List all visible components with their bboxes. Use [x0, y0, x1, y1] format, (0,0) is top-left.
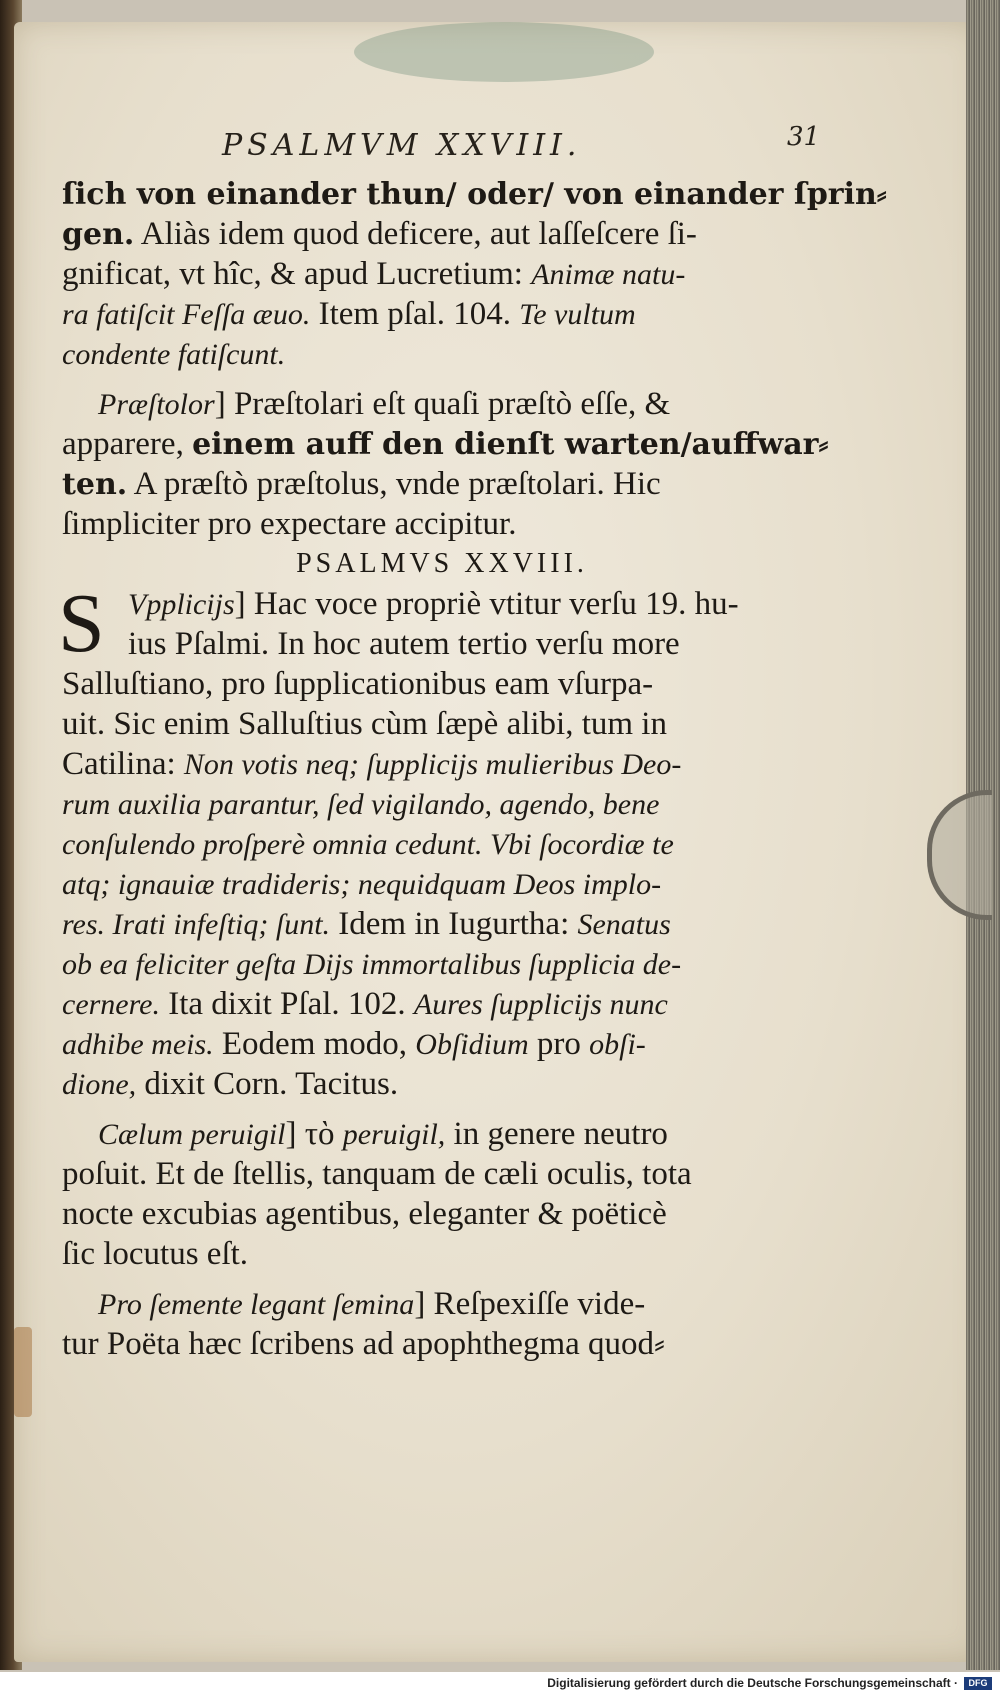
roman-text: Aliàs idem quod deficere, aut laſſeſcere ſi- [134, 216, 697, 252]
running-head [62, 122, 822, 172]
text-line [62, 1194, 822, 1234]
roman-text: ius Pſalmi. In hoc autem tertio verſu more [128, 626, 680, 662]
italic-text: ra fatiſcit Feſſa æuo. [62, 298, 311, 331]
italic-text: Obſidium [415, 1028, 529, 1061]
text-line [62, 504, 822, 544]
text-line [62, 664, 822, 704]
roman-text: ſimpliciter pro expectare accipitur. [62, 506, 517, 542]
roman-text: gnificat, vt hîc, & apud Lucretium: [62, 256, 532, 292]
roman-text: A præſtò præſtolus, vnde præſtolari. Hic [127, 466, 661, 502]
text-lines [58, 174, 887, 1364]
page-number: 31 [787, 122, 821, 152]
italic-text: conſulendo proſperè omnia cedunt. Vbi ſocordiæ te [62, 828, 674, 861]
text-line [62, 1324, 822, 1364]
roman-text: apparere, [62, 426, 193, 462]
italic-text: dione, [62, 1068, 137, 1101]
blackletter-text: einem auff den dienſt warten/auffwar⸗ [192, 427, 829, 462]
italic-text: cernere. [62, 988, 160, 1021]
roman-text: ] Præſtolari eſt quaſi præſtò eſſe, & [214, 386, 671, 422]
text-line [62, 464, 822, 504]
italic-text: obſi- [589, 1028, 646, 1061]
italic-text: Te vultum [519, 298, 636, 331]
roman-text: pro [528, 1026, 590, 1062]
roman-text: Idem in Iugurtha: [330, 906, 578, 942]
roman-text: uit. Sic enim Salluſtius cùm ſæpè alibi, tum in [62, 706, 667, 742]
text-line [62, 294, 822, 334]
text-line [62, 1284, 822, 1324]
text-line [62, 1064, 822, 1104]
italic-text: ob ea feliciter geſta Dijs immortalibus ſupplicia de- [62, 948, 682, 981]
blackletter-text: ten. [62, 467, 128, 502]
italic-text: Animæ natu- [531, 258, 686, 291]
page-stain [14, 1327, 32, 1417]
text-line [62, 1024, 822, 1064]
text-line [62, 784, 822, 824]
text-line [62, 334, 822, 374]
text-line [62, 904, 822, 944]
roman-text: Eodem modo, [213, 1026, 416, 1062]
roman-text: Item pſal. 104. [310, 296, 520, 332]
section-heading: PSALMVS XXVIII. [296, 548, 588, 579]
italic-text: atq; ignauiæ tradideris; nequidquam Deos implo- [62, 868, 662, 901]
roman-text: dixit Corn. Tacitus. [136, 1066, 399, 1102]
text-line [62, 424, 829, 464]
lemma: Vpplicijs [128, 588, 235, 621]
text-line [62, 944, 822, 984]
drop-capital: S [58, 577, 105, 670]
roman-text: tur Poëta hæc ſcribens ad apophthegma quod⸗ [62, 1326, 666, 1362]
roman-text: Ita dixit Pſal. 102. [160, 986, 414, 1022]
italic-text: Non votis neq; ſupplicijs mulieribus Deo- [183, 748, 682, 781]
italic-text: peruigil, [342, 1118, 446, 1151]
text-line [62, 1114, 822, 1154]
text-line [62, 984, 822, 1024]
roman-text: ] Reſpexiſſe vide- [414, 1286, 646, 1322]
text-line [62, 624, 822, 664]
running-head-title: PSALMVM XXVIII. [222, 128, 582, 163]
page-stain [354, 22, 654, 82]
text-line [62, 584, 822, 624]
book-page [14, 22, 984, 1662]
funding-credit: Digitalisierung gefördert durch die Deutsche Forschungsgemeinschaft · [547, 1676, 958, 1690]
blackletter-text: ſich von einander thun/ oder/ von einander ſprin⸗ [62, 177, 887, 212]
roman-text: ] τὸ [285, 1116, 343, 1152]
roman-text: Salluſtiano, pro ſupplicationibus eam vſurpa- [62, 666, 654, 702]
text-line [62, 1154, 822, 1194]
dfg-logo-icon: DFG [964, 1677, 992, 1690]
italic-text: rum auxilia parantur, ſed vigilando, agendo, bene [62, 788, 660, 821]
text-line [62, 824, 822, 864]
italic-text: adhibe meis. [62, 1028, 214, 1061]
text-line [62, 254, 822, 294]
blackletter-text: gen. [62, 217, 135, 252]
text-line [62, 864, 822, 904]
text-line [62, 174, 887, 214]
roman-text: ] Hac voce propriè vtitur verſu 19. hu- [234, 586, 739, 622]
italic-text: Aures ſupplicijs nunc [413, 988, 668, 1021]
roman-text: nocte excubias agentibus, eleganter & poëticè [62, 1196, 667, 1232]
dropcap-paragraph [58, 577, 822, 670]
text-line [62, 214, 822, 254]
lemma: Pro ſemente legant ſemina [98, 1288, 415, 1321]
roman-text: in genere neutro [445, 1116, 668, 1152]
italic-text: condente fatiſcunt. [62, 338, 286, 371]
italic-text: Senatus [577, 908, 671, 941]
italic-text: res. Irati infeſtiq; ſunt. [62, 908, 331, 941]
roman-text: ſic locutus eſt. [62, 1236, 249, 1272]
digitization-footer [0, 1672, 1000, 1695]
text-line [62, 384, 822, 424]
text-line [62, 1234, 822, 1274]
lemma: Cælum peruigil [98, 1118, 286, 1151]
text-line [62, 744, 822, 784]
text-line [62, 704, 822, 744]
roman-text: Catilina: [62, 746, 184, 782]
lemma: Præſtolor [98, 388, 215, 421]
roman-text: poſuit. Et de ſtellis, tanquam de cæli oculis, tota [62, 1156, 692, 1192]
